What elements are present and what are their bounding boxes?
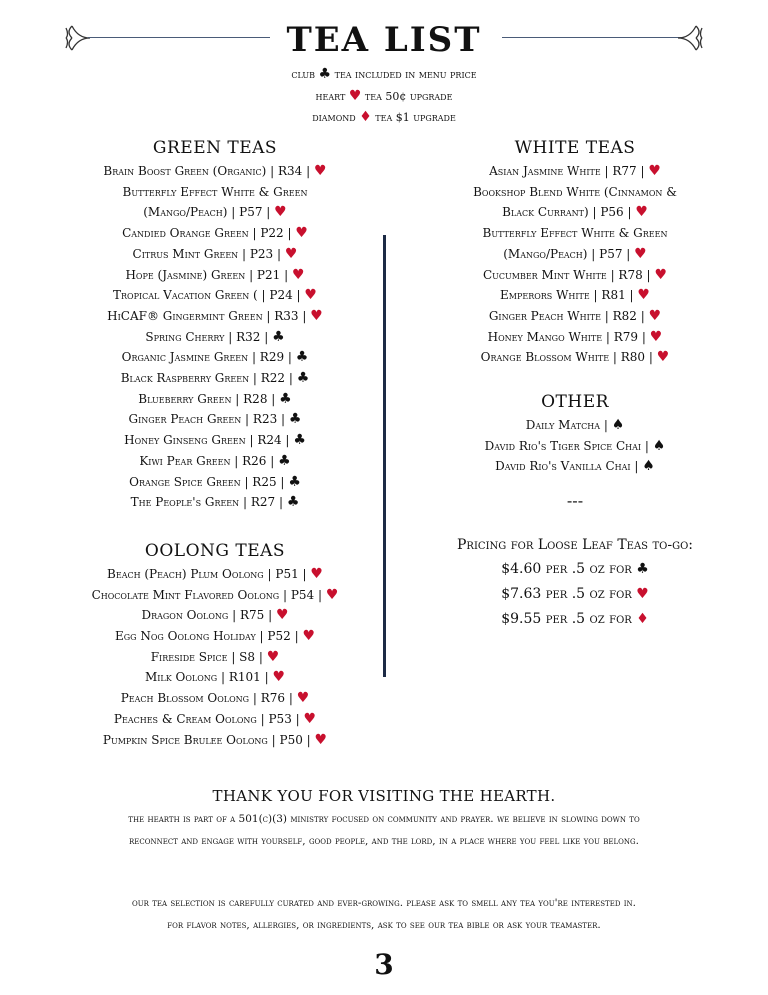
green-teas-heading: GREEN TEAS xyxy=(152,138,278,158)
price-row-diamond: $9.55 per .5 oz for ♦ xyxy=(501,611,649,628)
tea-item: Milk Oolong | R101 | ♥ xyxy=(144,669,286,686)
tea-item: Hope (Jasmine) Green | P21 | ♥ xyxy=(125,266,305,283)
club-icon: ♣ xyxy=(286,494,300,511)
tea-item: Kiwi Pear Green | R26 | ♣ xyxy=(139,452,291,469)
tea-item: Cucumber Mint White | R78 | ♥ xyxy=(482,266,667,283)
heart-icon: ♥ xyxy=(304,287,317,304)
heart-icon: ♥ xyxy=(648,307,662,324)
heart-icon: ♥ xyxy=(284,245,298,262)
tea-item: Ginger Peach White | R82 | ♥ xyxy=(488,307,662,324)
club-icon: ♣ xyxy=(318,66,332,82)
tea-item: Ginger Peach Green | R23 | ♣ xyxy=(128,411,302,428)
column-divider xyxy=(383,235,386,677)
heart-icon: ♥ xyxy=(314,731,328,748)
tea-item: (Mango/Peach) | P57 | ♥ xyxy=(503,245,647,262)
club-icon: ♣ xyxy=(288,411,302,428)
legend-diamond: diamond ♦ tea $1 upgrade xyxy=(312,109,456,125)
tea-item: Butterfly Effect White & Green xyxy=(482,226,668,241)
tea-item: Egg Nog Oolong Holiday | P52 | ♥ xyxy=(115,628,315,645)
legend-heart: heart ♥ tea 50¢ upgrade xyxy=(315,87,453,104)
oolong-teas-heading: OOLONG TEAS xyxy=(144,540,286,561)
page-number: 3 xyxy=(374,948,394,981)
flourish-right-icon xyxy=(676,20,706,56)
other-heading: OTHER xyxy=(541,392,609,413)
tea-item: Pumpkin Spice Brulee Oolong | P50 | ♥ xyxy=(102,731,328,748)
white-teas-list xyxy=(390,161,760,368)
tea-item: Tropical Vacation Green ( | P24 | ♥ xyxy=(113,287,317,304)
club-icon: ♣ xyxy=(278,452,291,469)
heart-icon: ♥ xyxy=(296,690,310,707)
spade-icon: ♠ xyxy=(611,417,625,434)
heart-icon: ♥ xyxy=(649,328,663,345)
tea-item: Black Raspberry Green | R22 | ♣ xyxy=(120,370,310,387)
tea-item: Orange Blossom White | R80 | ♥ xyxy=(480,349,670,366)
tea-item: Peach Blossom Oolong | R76 | ♥ xyxy=(120,690,310,707)
club-icon: ♣ xyxy=(279,390,292,407)
page-title: TEA LIST xyxy=(286,20,482,60)
diamond-icon: ♦ xyxy=(359,109,372,125)
club-icon: ♣ xyxy=(272,328,285,345)
club-icon: ♣ xyxy=(288,473,301,490)
title-rule-right xyxy=(502,37,682,38)
tea-item: Honey Mango White | R79 | ♥ xyxy=(487,328,663,345)
tea-item: Emperors White | R81 | ♥ xyxy=(500,287,650,304)
heart-icon: ♥ xyxy=(291,266,305,283)
selection-paragraph: our tea selection is carefully curated and ever-growing. please ask to smell any tea you're interested in. for flavor notes, allergies, or ingredients, ask to see our tea bible or ask your teamaster. xyxy=(131,897,637,931)
tea-item: Chocolate Mint Flavored Oolong | P54 | ♥ xyxy=(91,586,339,603)
tea-item: (Mango/Peach) | P57 | ♥ xyxy=(143,204,287,221)
tea-item: Black Currant) | P56 | ♥ xyxy=(502,204,648,221)
tea-item: Honey Ginseng Green | R24 | ♣ xyxy=(124,432,306,449)
heart-icon: ♥ xyxy=(302,628,315,645)
tea-item: David Rio's Vanilla Chai | ♠ xyxy=(495,458,655,475)
diamond-icon: ♦ xyxy=(636,611,649,628)
heart-icon: ♥ xyxy=(275,607,289,624)
heart-icon: ♥ xyxy=(656,349,670,366)
tea-item: Peaches & Cream Oolong | P53 | ♥ xyxy=(113,710,317,727)
tea-item: Fireside Spice | S8 | ♥ xyxy=(150,648,280,665)
club-icon: ♣ xyxy=(293,432,306,449)
heart-icon: ♥ xyxy=(274,204,287,221)
price-row-heart: $7.63 per .5 oz for ♥ xyxy=(501,586,649,603)
tea-item: Spring Cherry | R32 | ♣ xyxy=(145,328,285,345)
legend-club: club ♣ tea included in menu price xyxy=(291,66,477,82)
left-column xyxy=(30,136,400,750)
green-teas-list xyxy=(30,161,400,513)
heart-icon: ♥ xyxy=(314,163,327,179)
tea-item: Dragon Oolong | R75 | ♥ xyxy=(141,607,289,624)
tea-item: Daily Matcha | ♠ xyxy=(525,417,625,434)
tea-item: Bookshop Blend White (Cinnamon & xyxy=(473,184,677,199)
oolong-teas-list xyxy=(30,564,400,750)
heart-icon: ♥ xyxy=(266,648,280,665)
heart-icon: ♥ xyxy=(634,245,647,262)
heart-icon: ♥ xyxy=(348,87,362,104)
thank-you-heading: THANK YOU FOR VISITING THE HEARTH. xyxy=(212,787,556,805)
right-column xyxy=(390,136,760,632)
white-teas-heading: WHITE TEAS xyxy=(514,138,636,158)
club-icon: ♣ xyxy=(296,370,310,387)
heart-icon: ♥ xyxy=(272,669,286,686)
heart-icon: ♥ xyxy=(310,307,323,324)
tea-item: The People's Green | R27 | ♣ xyxy=(130,494,300,511)
heart-icon: ♥ xyxy=(637,287,650,304)
spade-icon: ♠ xyxy=(652,437,666,454)
price-row-club: $4.60 per .5 oz for ♣ xyxy=(501,561,649,578)
heart-icon: ♥ xyxy=(295,225,308,242)
tea-item: Citrus Mint Green | P23 | ♥ xyxy=(132,245,298,262)
heart-icon: ♥ xyxy=(325,586,339,603)
club-icon: ♣ xyxy=(636,561,649,578)
spade-icon: ♠ xyxy=(642,458,655,475)
heart-icon: ♥ xyxy=(303,710,317,727)
heart-icon: ♥ xyxy=(636,586,649,603)
heart-icon: ♥ xyxy=(654,266,667,283)
club-icon: ♣ xyxy=(295,349,309,366)
tea-item: Butterfly Effect White & Green xyxy=(122,184,308,199)
heart-icon: ♥ xyxy=(635,204,648,221)
pricing-title: Pricing for Loose Leaf Teas to-go: xyxy=(457,537,693,554)
heart-icon: ♥ xyxy=(310,565,323,582)
tea-item: Organic Jasmine Green | R29 | ♣ xyxy=(121,349,309,366)
tea-item: David Rio's Tiger Spice Chai | ♠ xyxy=(484,437,666,454)
tea-item: Orange Spice Green | R25 | ♣ xyxy=(129,473,301,490)
ministry-paragraph: the hearth is part of a 501(c)(3) ministry focused on community and prayer. we believe in slowing down to reconnect and engage with yourself, good people, and the lord, in a place where you feel like you belong. xyxy=(128,813,640,847)
tea-item: HiCAF® Gingermint Green | R33 | ♥ xyxy=(107,307,323,324)
heart-icon: ♥ xyxy=(648,163,661,179)
symbol-legend xyxy=(0,64,768,129)
section-separator: --- xyxy=(566,491,584,511)
tea-item: Candied Orange Green | P22 | ♥ xyxy=(122,225,308,242)
tea-item: Beach (Peach) Plum Oolong | P51 | ♥ xyxy=(107,565,323,582)
tea-item: Asian Jasmine White | R77 | ♥ xyxy=(489,163,661,179)
tea-item: Brain Boost Green (Organic) | R34 | ♥ xyxy=(103,163,327,179)
tea-item: Blueberry Green | R28 | ♣ xyxy=(138,390,292,407)
other-list xyxy=(390,415,760,477)
